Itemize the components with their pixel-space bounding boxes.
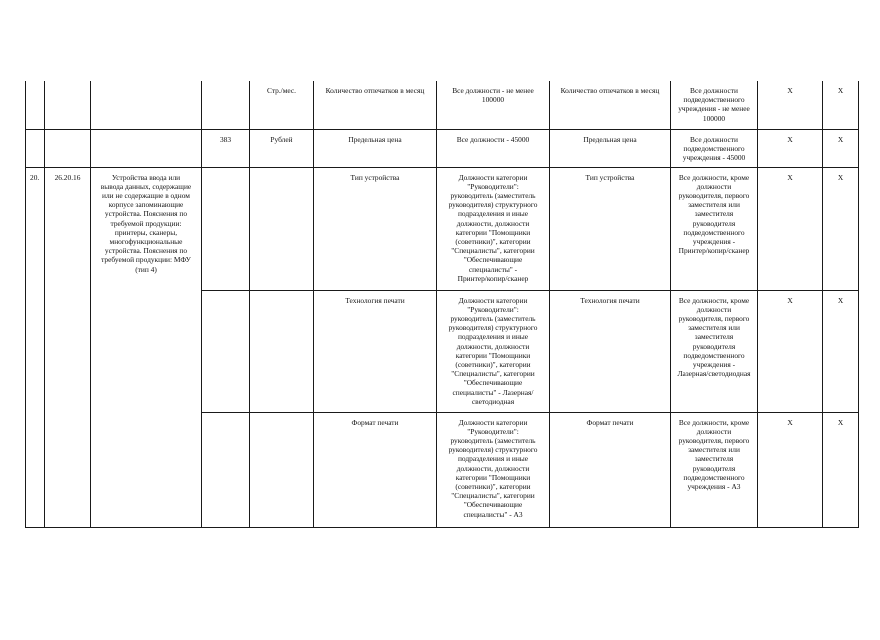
value-cell: Все должности, кроме должности руководителя, первого заместителя или заместителя руководителя подведомственного учреждения - А3 [671, 412, 758, 527]
value-cell: Должности категории "Руководители": руководитель (заместитель руководителя) структурного подразделения и иные должности, должности категории "Помощники (советники)", категории "Специалисты", категории "Обеспечивающие специалисты" - Принтер/копир/сканер [437, 167, 550, 290]
value-cell: Все должности - не менее 100000 [437, 81, 550, 129]
mark-cell: X [758, 81, 823, 129]
unit-cell [250, 290, 314, 412]
mark-cell: X [758, 290, 823, 412]
characteristic-cell: Технология печати [550, 290, 671, 412]
row-number-cell: 20. [26, 167, 45, 527]
row-number-cell [26, 81, 45, 129]
characteristic-cell: Формат печати [314, 412, 437, 527]
table-row [26, 129, 859, 167]
characteristic-cell: Предельная цена [550, 129, 671, 167]
okpd-code-cell [45, 81, 91, 129]
value-cell: Все должности, кроме должности руководителя, первого заместителя или заместителя руководителя подведомственного учреждения - Принтер/копир/сканер [671, 167, 758, 290]
characteristic-cell: Технология печати [314, 290, 437, 412]
characteristic-cell: Формат печати [550, 412, 671, 527]
value-cell: Все должности, кроме должности руководителя, первого заместителя или заместителя руководителя подведомственного учреждения - Лазерная/светодиодная [671, 290, 758, 412]
mark-cell: X [823, 129, 859, 167]
unit-cell [250, 167, 314, 290]
characteristic-cell: Тип устройства [314, 167, 437, 290]
mark-cell: X [823, 167, 859, 290]
table-row [26, 167, 859, 290]
unit-cell: Рублей [250, 129, 314, 167]
unit-cell [250, 412, 314, 527]
product-name-cell: Устройства ввода или вывода данных, содержащие или не содержащие в одном корпусе запоминающие устройства. Пояснения по требуемой продукции: принтеры, сканеры, многофункциональные устройства. Пояснения по требуемой продукции: МФУ (тип 4) [91, 167, 202, 527]
okei-code-cell [202, 290, 250, 412]
mark-cell: X [758, 129, 823, 167]
product-name-cell [91, 129, 202, 167]
mark-cell: X [758, 167, 823, 290]
table-row [26, 81, 859, 129]
characteristic-cell: Количество отпечатков в месяц [314, 81, 437, 129]
value-cell: Все должности - 45000 [437, 129, 550, 167]
requirements-table [25, 81, 859, 528]
characteristic-cell: Количество отпечатков в месяц [550, 81, 671, 129]
mark-cell: X [823, 290, 859, 412]
row-number-cell [26, 129, 45, 167]
okei-code-cell [202, 167, 250, 290]
okpd-code-cell [45, 129, 91, 167]
value-cell: Все должности подведомственного учреждения - не менее 100000 [671, 81, 758, 129]
mark-cell: X [823, 81, 859, 129]
characteristic-cell: Предельная цена [314, 129, 437, 167]
product-name-cell [91, 81, 202, 129]
okei-code-cell [202, 81, 250, 129]
value-cell: Должности категории "Руководители": руководитель (заместитель руководителя) структурного подразделения и иные должности, должности категории "Помощники (советники)", категории "Специалисты", категории "Обеспечивающие специалисты" - Лазерная/ светодиодная [437, 290, 550, 412]
value-cell: Должности категории "Руководители": руководитель (заместитель руководителя) структурного подразделения и иные должности, должности категории "Помощники (советники)", категории "Специалисты", категории "Обеспечивающие специалисты" - А3 [437, 412, 550, 527]
mark-cell: X [823, 412, 859, 527]
mark-cell: X [758, 412, 823, 527]
characteristic-cell: Тип устройства [550, 167, 671, 290]
okpd-code-cell: 26.20.16 [45, 167, 91, 527]
okei-code-cell [202, 412, 250, 527]
unit-cell: Стр./мес. [250, 81, 314, 129]
value-cell: Все должности подведомственного учреждения - 45000 [671, 129, 758, 167]
okei-code-cell: 383 [202, 129, 250, 167]
